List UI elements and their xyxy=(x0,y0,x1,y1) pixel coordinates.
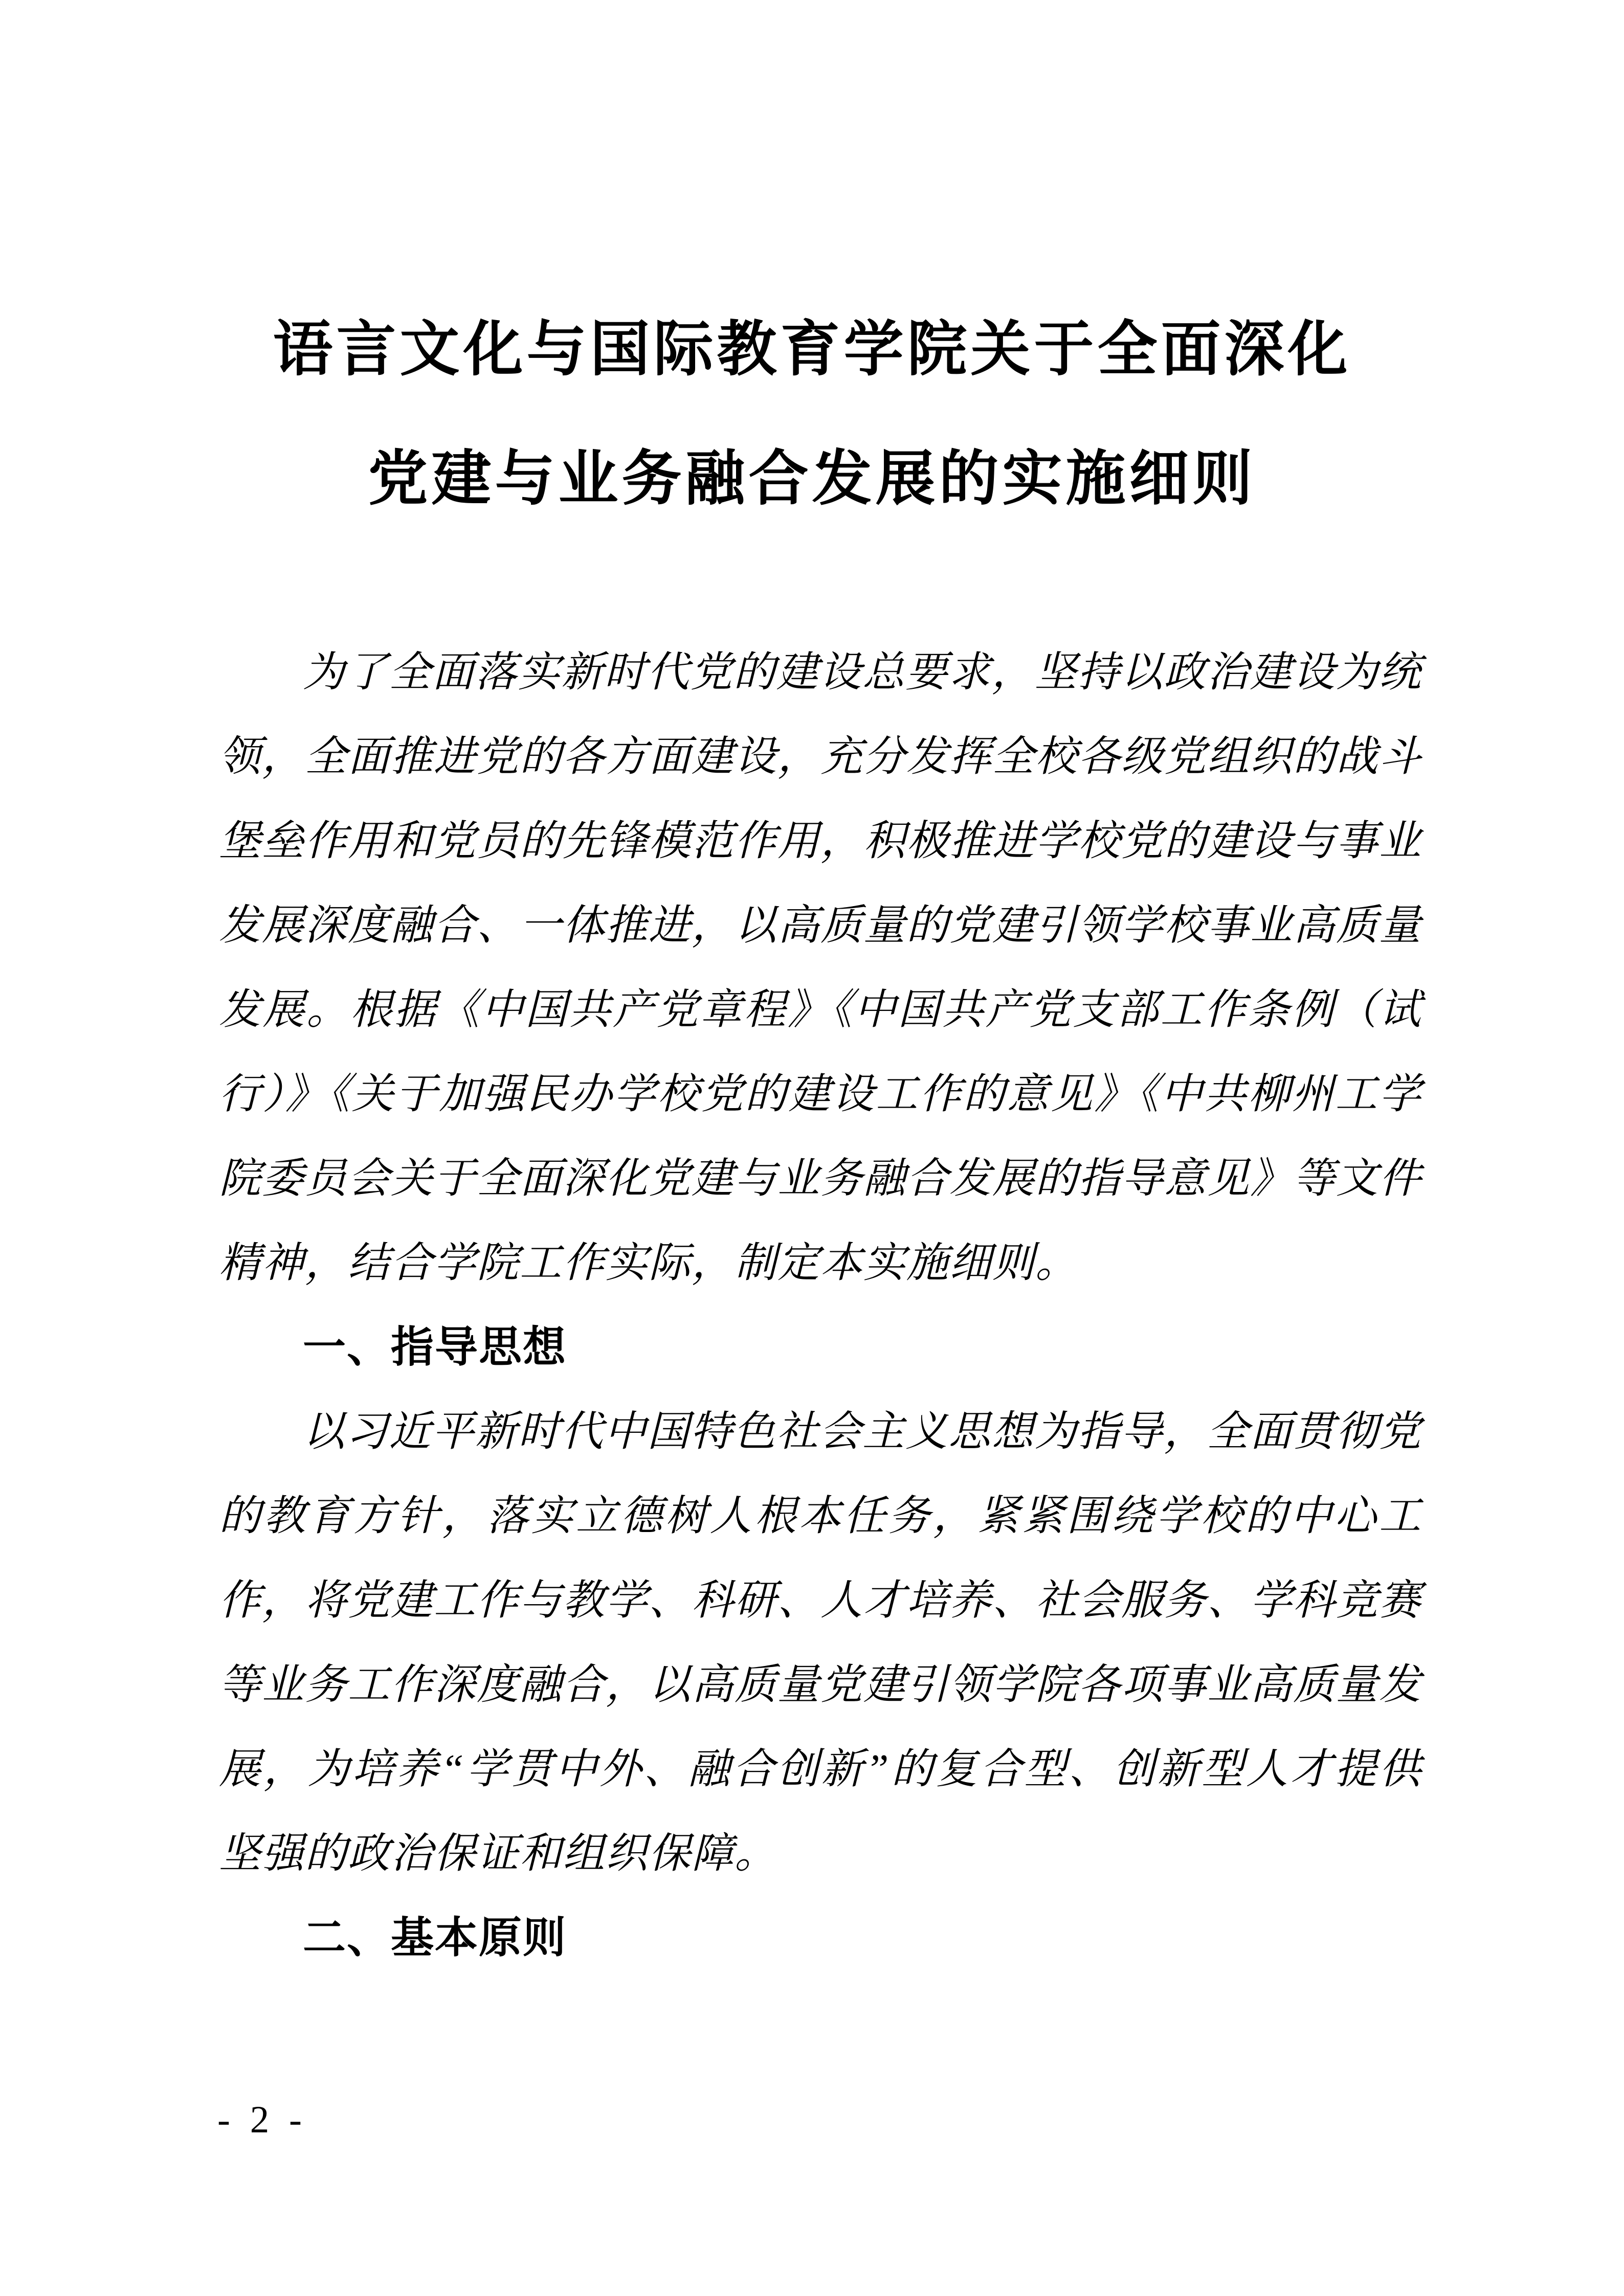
document-body xyxy=(219,630,1422,1980)
document-title xyxy=(0,0,1624,544)
page-number: - 2 - xyxy=(217,2099,307,2141)
body-paragraph-guiding-ideology: 以习近平新时代中国特色社会主义思想为指导，全面贯彻党的教育方针，落实立德树人根本任务，紧紧围绕学校的中心工作，将党建工作与教学、科研、人才培养、社会服务、学科竞赛等业务工作深度融合，以高质量党建引领学院各项事业高质量发展，为培养“学贯中外、融合创新”的复合型、创新型人才提供坚强的政治保证和组织保障。 xyxy=(219,1408,1422,1877)
section-heading-1: 一、指导思想 xyxy=(303,1323,567,1371)
body-paragraph-intro: 为了全面落实新时代党的建设总要求，坚持以政治建设为统领，全面推进党的各方面建设，充分发挥全校各级党组织的战斗堡垒作用和党员的先锋模范作用，积极推进学校党的建设与事业发展深度融合、一体推进，以高质量的党建引领学校事业高质量发展。根据《中国共产党章程》《中国共产党支部工作条例（试行）》《关于加强民办学校党的建设工作的意见》《中共柳州工学院委员会关于全面深化党建与业务融合发展的指导意见》等文件精神，结合学院工作实际，制定本实施细则。 xyxy=(219,649,1422,1286)
document-title-line-1: 语言文化与国际教育学院关于全面深化 xyxy=(273,317,1351,383)
document-title-line-2: 党建与业务融合发展的实施细则 xyxy=(368,446,1256,512)
section-heading-2: 二、基本原则 xyxy=(303,1914,567,1962)
